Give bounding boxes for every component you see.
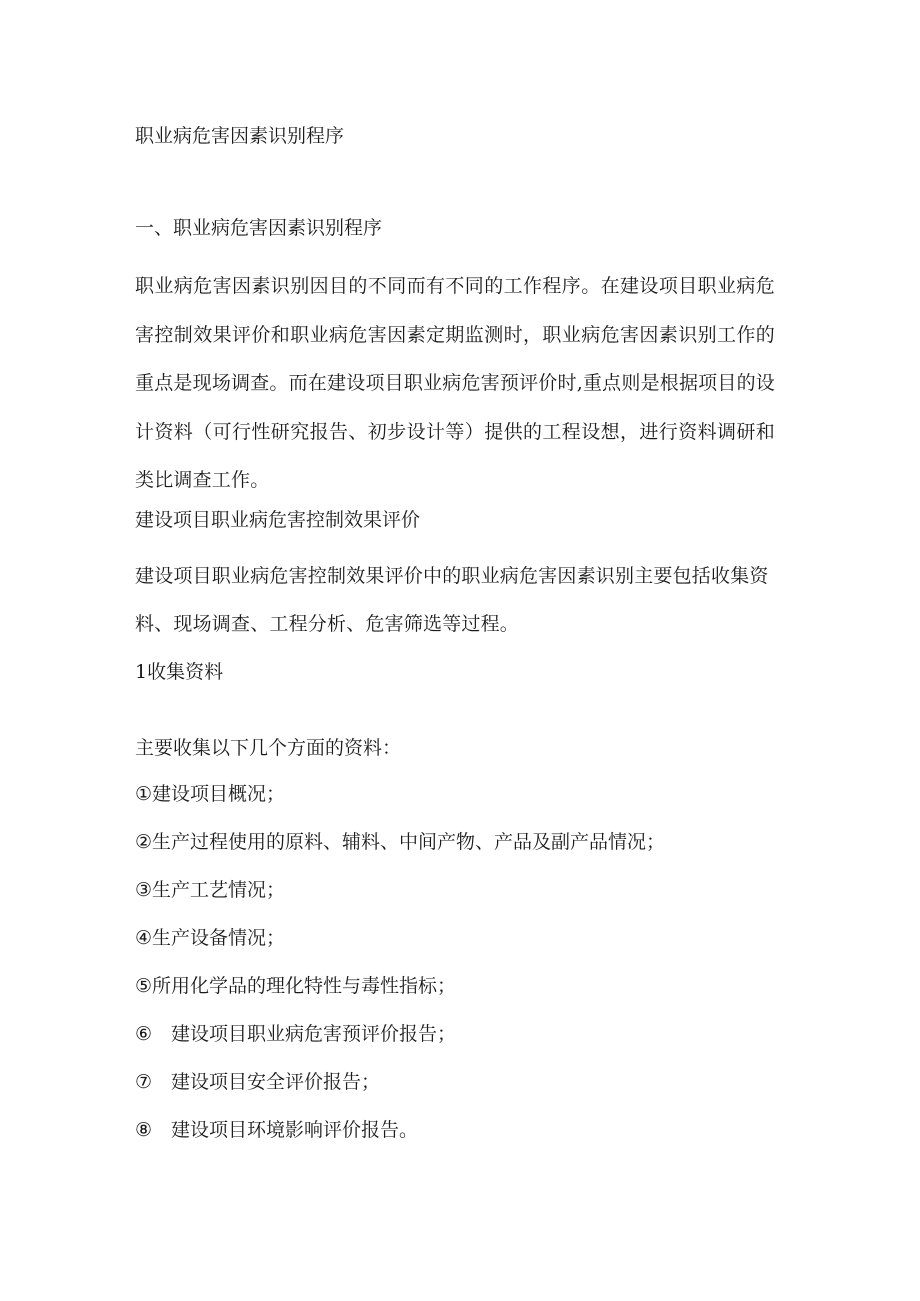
list-item-text: 生产过程使用的原料、辅料、中间产物、产品及副产品情况；: [152, 831, 666, 853]
list-item-text: 建设项目环境影响评价报告。: [171, 1119, 419, 1141]
list-item-text: 建设项目概况；: [152, 783, 286, 805]
list-item-marker: ⑥: [135, 1023, 153, 1045]
section-heading: 一、职业病危害因素识别程序: [135, 217, 383, 239]
sub-paragraph: 建设项目职业病危害控制效果评价中的职业病危害因素识别主要包括收集资料、现场调查、工程分析、危害筛选等过程。: [135, 565, 769, 635]
list-item: [135, 924, 665, 972]
list-item-marker: ①: [135, 783, 153, 805]
resource-list: [135, 780, 665, 1164]
list-item: [135, 1116, 665, 1164]
list-item-marker: ③: [135, 879, 153, 901]
list-intro: 主要收集以下几个方面的资料：: [135, 737, 402, 759]
list-item-marker: ④: [135, 927, 153, 949]
list-item-text: 生产工艺情况；: [152, 879, 286, 901]
step-heading: 1收集资料: [135, 661, 224, 683]
list-item: [135, 1068, 665, 1116]
list-item: [135, 972, 665, 1020]
sub-heading: 建设项目职业病危害控制效果评价: [135, 509, 421, 531]
list-item-marker: ②: [135, 831, 153, 853]
list-item: [135, 1020, 665, 1068]
list-item-marker: ⑤: [135, 975, 153, 997]
list-item: [135, 780, 665, 828]
list-item-text: 建设项目职业病危害预评价报告；: [171, 1023, 457, 1045]
list-item: [135, 828, 665, 876]
intro-paragraph: 职业病危害因素识别因目的不同而有不同的工作程序。在建设项目职业病危害控制效果评价和职业病危害因素定期监测时，职业病危害因素识别工作的重点是现场调查。而在建设项目职业病危害预评价时,重点则是根据项目的设计资料（可行性研究报告、初步设计等）提供的工程设想，进行资料调研和类比调查工作。: [135, 275, 775, 491]
list-item: [135, 876, 665, 924]
list-item-text: 生产设备情况；: [152, 927, 286, 949]
list-item-marker: ⑦: [135, 1071, 153, 1093]
document-title: 职业病危害因素识别程序: [135, 125, 345, 147]
list-item-text: 建设项目安全评价报告；: [171, 1071, 381, 1093]
list-item-marker: ⑧: [135, 1119, 153, 1141]
list-item-text: 所用化学品的理化特性与毒性指标；: [152, 975, 457, 997]
